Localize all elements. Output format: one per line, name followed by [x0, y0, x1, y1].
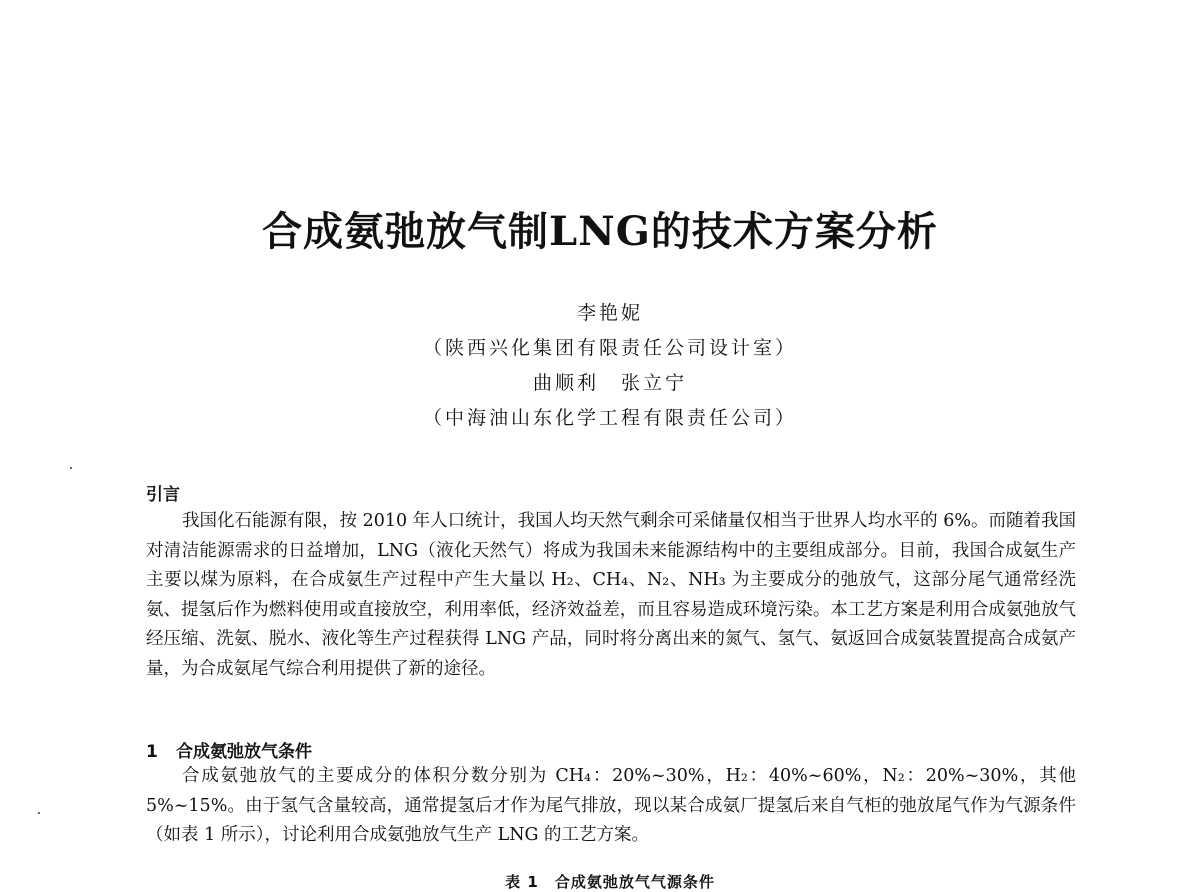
intro-paragraph: 我国化石能源有限，按 2010 年人口统计，我国人均天然气剩余可采储量仅相当于世界人均水平的 6%。而随着我国对清洁能源需求的日益增加，LNG（液化天然气）将成为我国未来能源结构中的主要组成部分。目前，我国合成氨生产主要以煤为原料，在合成氨生产过程中产生大量以 H₂、CH₄、N₂、NH₃ 为主要成分的弛放气，这部分尾气通常经洗氨、提氢后作为燃料使用或直接放空，利用率低，经济效益差，而且容易造成环境污染。本工艺方案是利用合成氨弛放气经压缩、洗氨、脱水、液化等生产过程获得 LNG 产品，同时将分离出来的氮气、氢气、氨返回合成氨装置提高合成氨产量，为合成氨尾气综合利用提供了新的途径。 [146, 511, 1076, 679]
paper-title: 合成氨弛放气制LNG的技术方案分析 [262, 208, 938, 255]
section-1-heading [146, 737, 312, 762]
author-affiliation: （中海油山东化学工程有限责任公司） [422, 407, 797, 429]
author-names: 曲顺利 张立宁 [532, 372, 687, 394]
table-caption: 表 1 合成氨弛放气气源条件 [505, 873, 715, 891]
section-number: 1 [146, 742, 158, 762]
section-1-paragraph: 合成氨弛放气的主要成分的体积分数分别为 CH₄：20%~30%，H₂：40%~60%，N₂：20%~30%，其他 5%~15%。由于氢气含量较高，通常提氢后才作为尾气排放，现以某合成氨厂提氢后来自气柜的弛放尾气作为气源条件（如表 1 所示），讨论利用合成氨弛放气生产 LNG 的工艺方案。 [146, 766, 1076, 845]
intro-heading [146, 480, 180, 505]
intro-heading-text: 引言 [146, 485, 180, 505]
author-name: 李艳妮 [576, 302, 643, 324]
section-heading-text: 合成氨弛放气条件 [176, 742, 312, 762]
scan-speck [38, 812, 40, 814]
author-block [0, 296, 1200, 436]
author-affiliation: （陕西兴化集团有限责任公司设计室） [422, 337, 797, 359]
scan-speck [70, 467, 72, 469]
